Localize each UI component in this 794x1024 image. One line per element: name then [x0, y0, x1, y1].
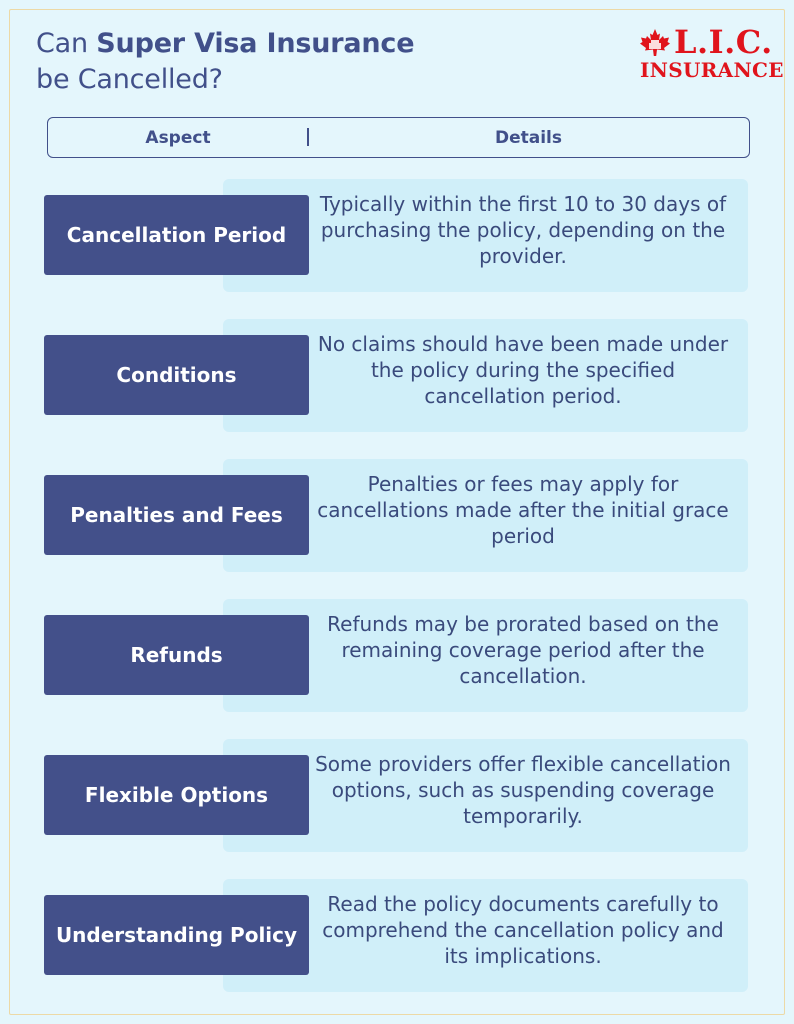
details-text: No claims should have been made under the policy during the specified cancellation period. [317, 332, 729, 408]
details-text: Read the policy documents carefully to comprehend the cancellation policy and its implications. [322, 892, 724, 968]
details-text: Refunds may be prorated based on the remaining coverage period after the cancellation. [327, 612, 719, 688]
details-text: Penalties or fees may apply for cancellations made after the initial grace period [317, 472, 729, 548]
title-prefix: Can [36, 28, 97, 59]
lic-insurance-logo [638, 23, 784, 82]
maple-leaf-icon [638, 28, 672, 58]
aspect-label: Penalties and Fees [44, 475, 309, 555]
header-details: Details [494, 128, 562, 148]
details-text: Some providers offer flexible cancellation options, such as suspending coverage temporarily. [315, 752, 731, 828]
title-bold: Super Visa Insurance [96, 28, 415, 59]
title-line2: be Cancelled? [36, 64, 223, 95]
page-title [36, 26, 414, 98]
header-aspect: Aspect [145, 128, 211, 148]
aspect-label: Conditions [44, 335, 309, 415]
aspect-label: Cancellation Period [44, 195, 309, 275]
aspect-label: Understanding Policy [44, 895, 309, 975]
aspect-label: Refunds [44, 615, 309, 695]
logo-subtitle: INSURANCE [640, 58, 784, 82]
details-text: Typically within the first 10 to 30 days of purchasing the policy, depending on the provider. [319, 192, 727, 268]
table-row [0, 739, 794, 853]
table-header [47, 117, 750, 158]
aspect-label: Flexible Options [44, 755, 309, 835]
logo-brand: L.I.C. [674, 23, 773, 61]
table-row [0, 319, 794, 433]
table-row [0, 179, 794, 293]
table-row [0, 459, 794, 573]
table-row [0, 599, 794, 713]
table-row [0, 879, 794, 993]
